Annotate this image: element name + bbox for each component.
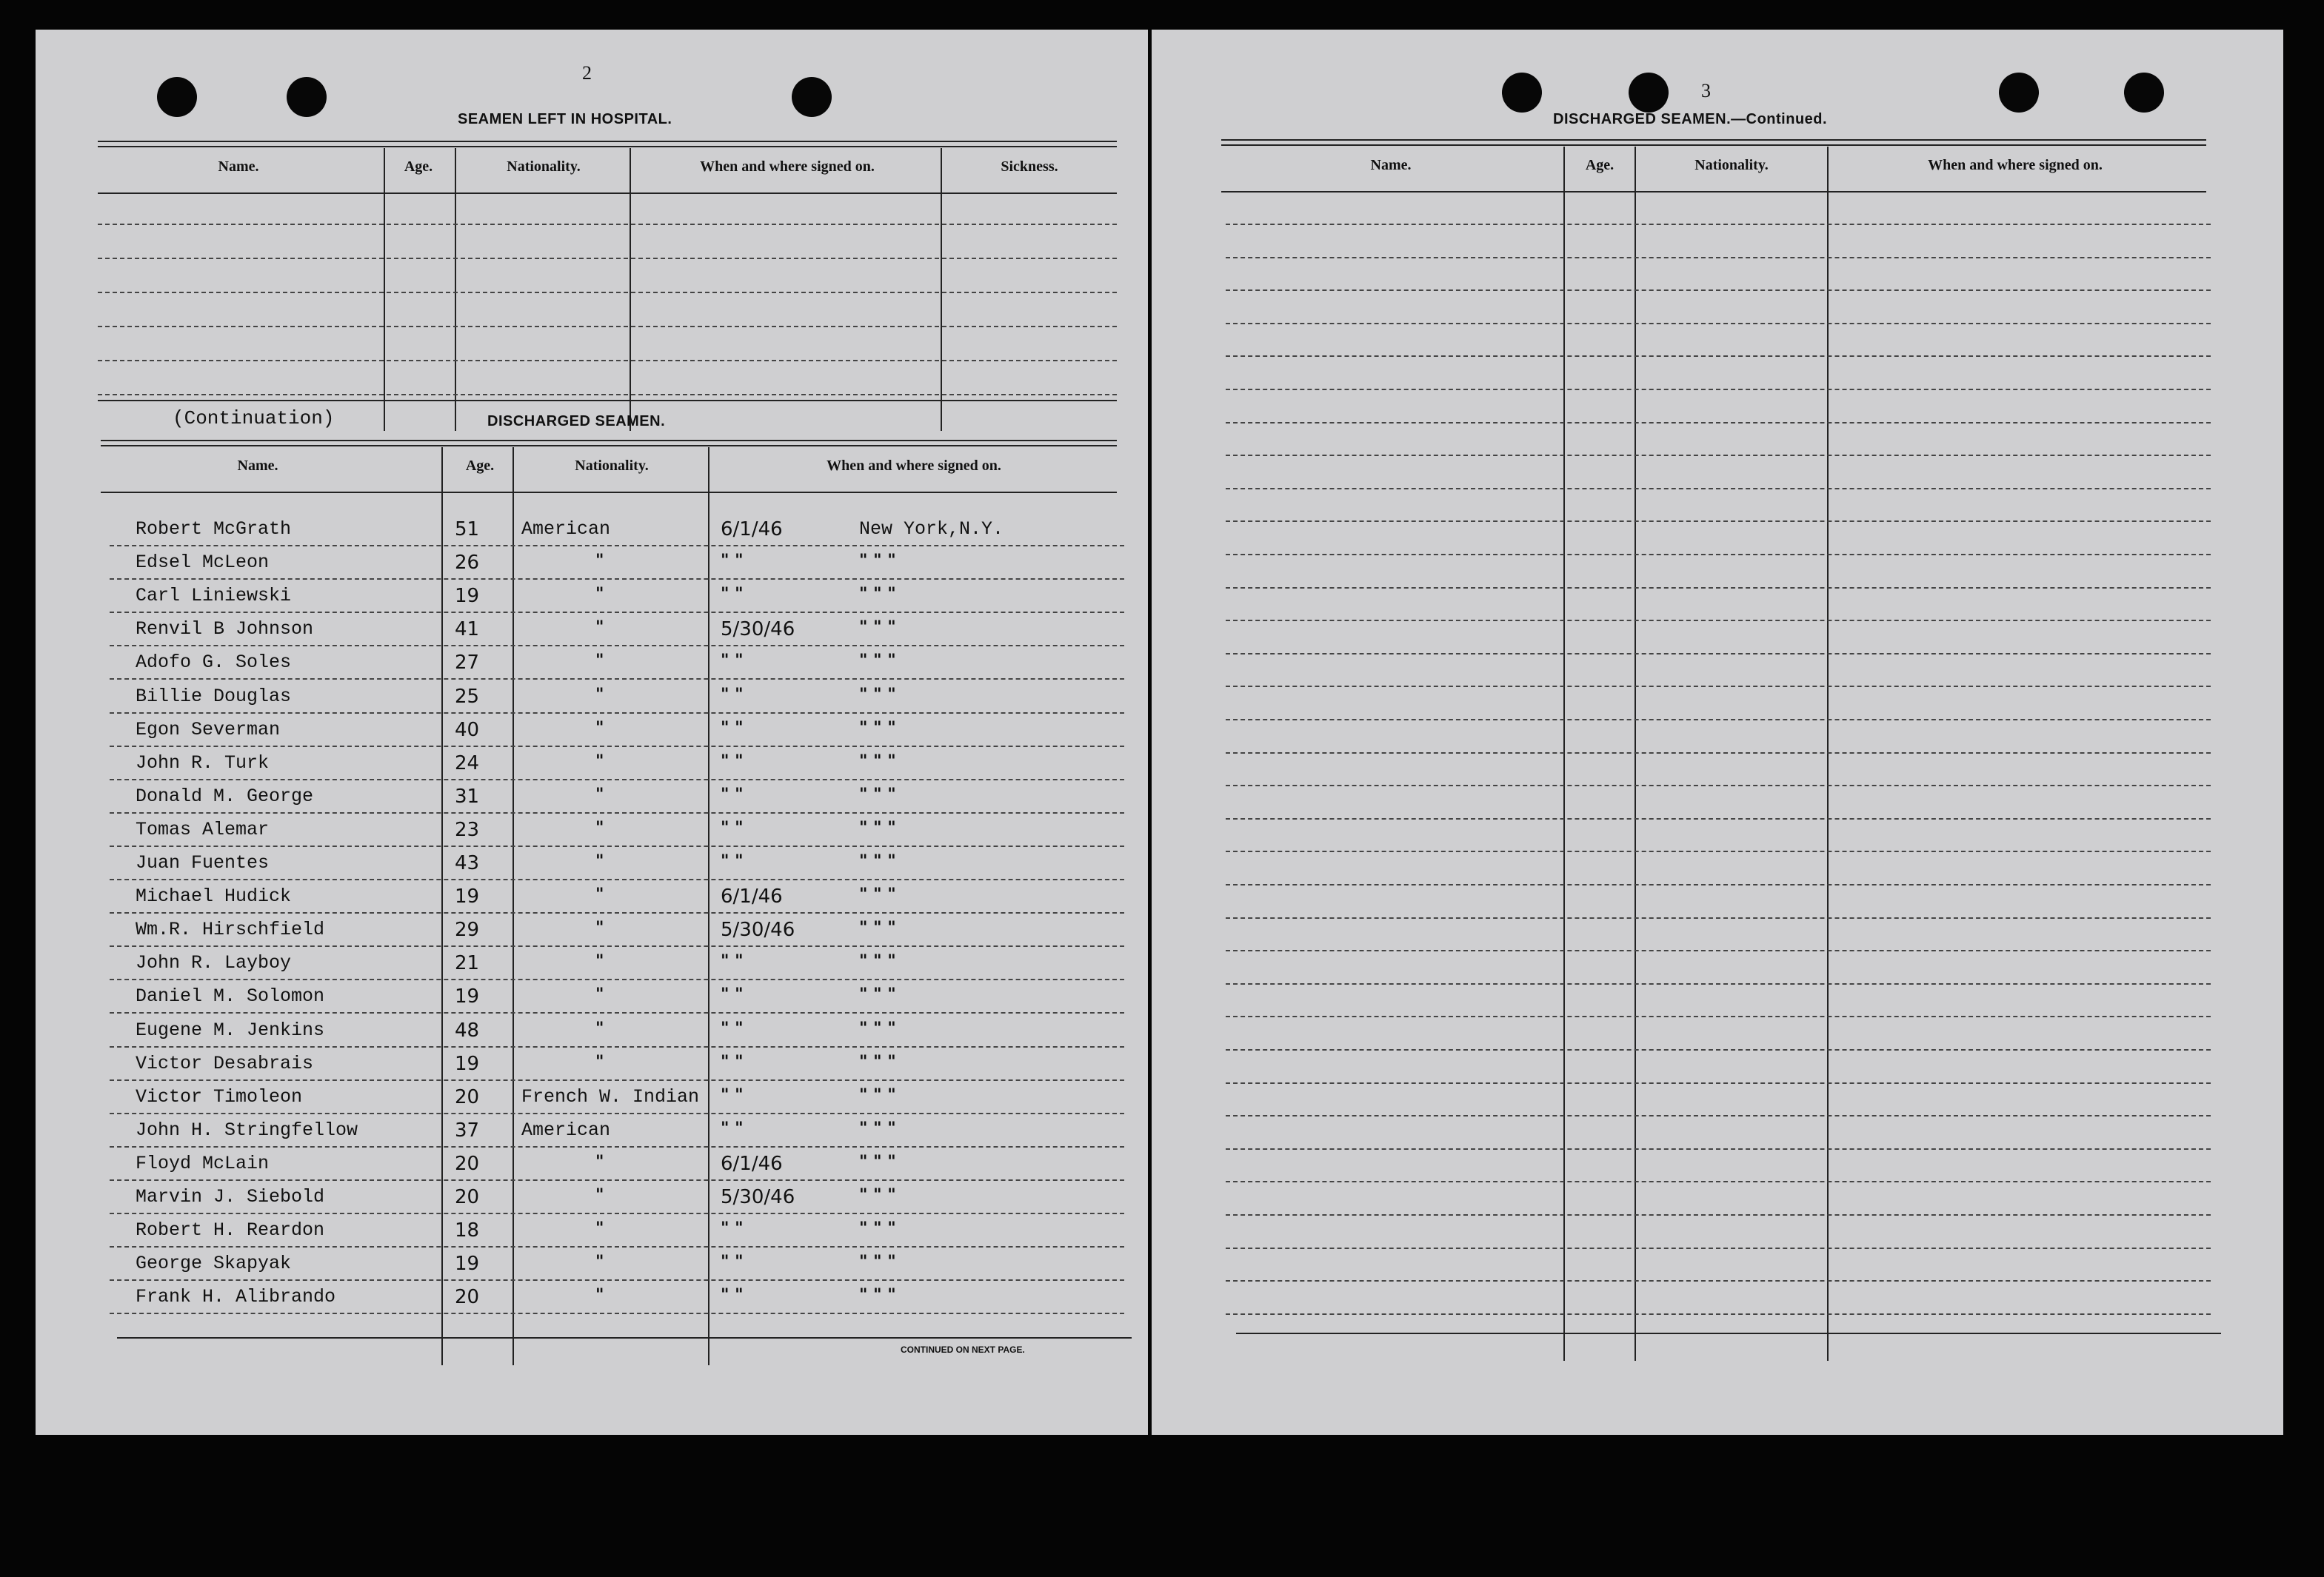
signed-on-date: " " — [721, 652, 744, 670]
rule-line — [1226, 653, 2211, 654]
rule-line — [110, 1246, 1124, 1248]
col-header-name: Name. — [218, 158, 259, 175]
seaman-age: 43 — [455, 852, 480, 874]
signed-on-date: 5/30/46 — [721, 618, 795, 640]
seaman-age: 41 — [455, 618, 480, 640]
col-header-name: Name. — [237, 458, 278, 474]
signed-on-date: " " — [721, 552, 744, 570]
rule-line — [98, 292, 1117, 293]
seaman-nationality: " — [595, 786, 604, 804]
seaman-nationality: American — [521, 518, 611, 540]
signed-on-date: " " — [721, 719, 744, 737]
punch-hole — [1999, 73, 2039, 113]
seaman-nationality: " — [595, 752, 604, 771]
seaman-age: 40 — [455, 719, 480, 741]
rule-line — [110, 1213, 1124, 1214]
punch-hole — [157, 77, 197, 117]
rule-line — [110, 879, 1124, 880]
hospital-section-title: SEAMEN LEFT IN HOSPITAL. — [458, 111, 672, 127]
seaman-nationality: " — [595, 552, 604, 570]
signed-on-date: " " — [721, 1086, 744, 1105]
seaman-name: Donald M. George — [136, 786, 314, 807]
rule-line — [110, 612, 1124, 613]
col-header-nationality: Nationality. — [507, 158, 581, 175]
rule-line — [110, 1279, 1124, 1281]
seaman-name: Renvil B Johnson — [136, 618, 314, 640]
rule-line — [1226, 389, 2211, 390]
rule-line — [110, 578, 1124, 580]
signed-on-place: " " " — [859, 752, 896, 771]
rule-line — [1226, 1181, 2211, 1182]
signed-on-date: 5/30/46 — [721, 919, 795, 941]
seaman-name: Marvin J. Siebold — [136, 1186, 325, 1208]
seaman-age: 20 — [455, 1153, 480, 1175]
rule-line — [1226, 1280, 2211, 1282]
seaman-age: 24 — [455, 752, 480, 774]
signed-on-place: " " " — [859, 1186, 896, 1205]
signed-on-date: " " — [721, 952, 744, 971]
signed-on-date: " " — [721, 752, 744, 771]
seaman-name: Robert H. Reardon — [136, 1219, 325, 1241]
seaman-age: 48 — [455, 1019, 480, 1042]
rule-line — [110, 1179, 1124, 1181]
seaman-nationality: " — [595, 1153, 604, 1171]
signed-on-place: " " " — [859, 1286, 896, 1305]
rule-line — [110, 746, 1124, 747]
seaman-name: Billie Douglas — [136, 686, 292, 707]
seaman-name: Floyd McLain — [136, 1153, 270, 1174]
signed-on-place: " " " — [859, 952, 896, 971]
rule-line — [1226, 224, 2211, 225]
signed-on-place: " " " — [859, 1219, 896, 1238]
rule-line — [1226, 917, 2211, 919]
punch-hole — [287, 77, 327, 117]
signed-on-date: 6/1/46 — [721, 518, 783, 540]
seaman-age: 19 — [455, 885, 480, 908]
signed-on-place: " " " — [859, 885, 896, 904]
rule-line — [1226, 620, 2211, 621]
col-header-signed-on: When and where signed on. — [1928, 157, 2103, 173]
col-header-name: Name. — [1370, 157, 1412, 173]
rule-line — [110, 712, 1124, 714]
rule-line — [1226, 983, 2211, 985]
col-header-age: Age. — [404, 158, 433, 175]
col-header-nationality: Nationality. — [1694, 157, 1769, 173]
seaman-name: John R. Turk — [136, 752, 270, 774]
signed-on-place: " " " — [859, 652, 896, 670]
signed-on-place: " " " — [859, 852, 896, 871]
rule-line — [1226, 884, 2211, 885]
seaman-nationality: " — [595, 618, 604, 637]
seaman-name: Victor Desabrais — [136, 1053, 314, 1074]
seaman-age: 27 — [455, 652, 480, 674]
rule-line — [1226, 752, 2211, 754]
rule-line — [1226, 422, 2211, 423]
seaman-name: Robert McGrath — [136, 518, 292, 540]
right-section-title: DISCHARGED SEAMEN.—Continued. — [1553, 111, 1828, 127]
rule-line — [1226, 323, 2211, 324]
seaman-name: Daniel M. Solomon — [136, 985, 325, 1007]
seaman-age: 29 — [455, 919, 480, 941]
signed-on-place: " " " — [859, 618, 896, 637]
seaman-nationality: " — [595, 652, 604, 670]
seaman-age: 26 — [455, 552, 480, 574]
col-header-nationality: Nationality. — [575, 458, 649, 474]
rule-line — [110, 779, 1124, 780]
rule-line — [110, 1012, 1124, 1014]
discharged-section-title: DISCHARGED SEAMEN. — [487, 413, 666, 429]
signed-on-date: 5/30/46 — [721, 1186, 795, 1208]
seaman-age: 23 — [455, 819, 480, 841]
signed-on-place: " " " — [859, 1019, 896, 1038]
rule-line — [1226, 719, 2211, 720]
signed-on-place: " " " — [859, 719, 896, 737]
col-header-age: Age. — [465, 458, 495, 474]
signed-on-place: " " " — [859, 552, 896, 570]
seaman-nationality: " — [595, 686, 604, 704]
punch-hole — [1629, 73, 1669, 113]
seaman-nationality: " — [595, 885, 604, 904]
seaman-nationality: " — [595, 852, 604, 871]
signed-on-place: " " " — [859, 1153, 896, 1171]
rule-line — [1226, 1115, 2211, 1116]
seaman-age: 20 — [455, 1086, 480, 1108]
rule-line — [1226, 1214, 2211, 1216]
signed-on-date: " " — [721, 1053, 744, 1071]
rule-line — [1226, 785, 2211, 786]
seaman-name: John H. Stringfellow — [136, 1119, 358, 1141]
seaman-name: Juan Fuentes — [136, 852, 270, 874]
rule-line — [1226, 1049, 2211, 1051]
seaman-nationality: " — [595, 1186, 604, 1205]
continuation-label: (Continuation) — [173, 407, 335, 429]
seaman-nationality: " — [595, 1053, 604, 1071]
rule-line — [1226, 355, 2211, 357]
rule-line — [98, 326, 1117, 327]
seaman-name: Egon Severman — [136, 719, 281, 740]
signed-on-date: 6/1/46 — [721, 885, 783, 908]
signed-on-date: " " — [721, 1219, 744, 1238]
rule-line — [1226, 1082, 2211, 1084]
page-number: 2 — [582, 62, 592, 84]
col-header-signed-on: When and where signed on. — [827, 458, 1001, 474]
rule-line — [1226, 1313, 2211, 1315]
rule-line — [98, 258, 1117, 259]
signed-on-place: " " " — [859, 919, 896, 937]
rule-line — [1226, 520, 2211, 522]
seaman-name: Adofo G. Soles — [136, 652, 292, 673]
rule-line — [110, 678, 1124, 680]
rule-line — [1226, 1148, 2211, 1150]
signed-on-date: " " — [721, 1119, 744, 1138]
rule-line — [110, 812, 1124, 814]
rule-line — [1226, 818, 2211, 820]
seaman-age: 19 — [455, 985, 480, 1008]
seaman-name: Victor Timoleon — [136, 1086, 303, 1108]
seaman-age: 19 — [455, 1253, 480, 1275]
seaman-nationality: " — [595, 985, 604, 1004]
rule-line — [110, 1146, 1124, 1148]
seaman-nationality: " — [595, 719, 604, 737]
seaman-age: 31 — [455, 786, 480, 808]
seaman-name: Frank H. Alibrando — [136, 1286, 336, 1308]
seaman-name: Carl Liniewski — [136, 585, 292, 606]
signed-on-date: " " — [721, 686, 744, 704]
signed-on-place: " " " — [859, 686, 896, 704]
rule-line — [110, 945, 1124, 947]
signed-on-place: New York,N.Y. — [859, 518, 1004, 540]
seaman-name: John R. Layboy — [136, 952, 292, 974]
seaman-age: 19 — [455, 1053, 480, 1075]
rule-line — [110, 545, 1124, 546]
col-header-signed-on: When and where signed on. — [700, 158, 875, 175]
seaman-age: 20 — [455, 1186, 480, 1208]
signed-on-place: " " " — [859, 585, 896, 603]
signed-on-date: " " — [721, 1286, 744, 1305]
rule-line — [110, 846, 1124, 847]
rule-line — [1226, 851, 2211, 852]
seaman-age: 18 — [455, 1219, 480, 1242]
seaman-nationality: " — [595, 585, 604, 603]
rule-line — [98, 360, 1117, 361]
seaman-name: George Skapyak — [136, 1253, 292, 1274]
signed-on-date: " " — [721, 1019, 744, 1038]
rule-line — [1226, 257, 2211, 258]
signed-on-place: " " " — [859, 985, 896, 1004]
seaman-age: 19 — [455, 585, 480, 607]
signed-on-date: " " — [721, 1253, 744, 1271]
rule-line — [1226, 1248, 2211, 1249]
signed-on-place: " " " — [859, 819, 896, 837]
punch-hole — [1502, 73, 1542, 113]
signed-on-place: " " " — [859, 1086, 896, 1105]
rule-line — [1226, 686, 2211, 687]
rule-line — [1226, 1016, 2211, 1017]
seaman-age: 51 — [455, 518, 480, 540]
signed-on-date: 6/1/46 — [721, 1153, 783, 1175]
rule-line — [110, 1079, 1124, 1081]
punch-hole — [792, 77, 832, 117]
rule-line — [110, 979, 1124, 980]
signed-on-place: " " " — [859, 1253, 896, 1271]
rule-line — [1226, 950, 2211, 951]
seaman-age: 21 — [455, 952, 480, 974]
page-number: 3 — [1701, 80, 1711, 101]
rule-line — [110, 912, 1124, 914]
seaman-nationality: " — [595, 952, 604, 971]
signed-on-date: " " — [721, 819, 744, 837]
seaman-nationality: " — [595, 1286, 604, 1305]
seaman-nationality: " — [595, 1019, 604, 1038]
right-page — [1152, 30, 2283, 1435]
signed-on-date: " " — [721, 585, 744, 603]
rule-line — [1226, 587, 2211, 589]
seaman-nationality: " — [595, 819, 604, 837]
seaman-age: 20 — [455, 1286, 480, 1308]
signed-on-place: " " " — [859, 1053, 896, 1071]
punch-hole — [2124, 73, 2164, 113]
signed-on-place: " " " — [859, 786, 896, 804]
seaman-name: Wm.R. Hirschfield — [136, 919, 325, 940]
seaman-name: Eugene M. Jenkins — [136, 1019, 325, 1041]
left-page — [36, 30, 1148, 1435]
continued-note: CONTINUED ON NEXT PAGE. — [901, 1345, 1025, 1355]
rule-line — [1226, 488, 2211, 489]
signed-on-date: " " — [721, 985, 744, 1004]
rule-line — [1226, 455, 2211, 456]
rule-line — [98, 394, 1117, 395]
rule-line — [110, 645, 1124, 646]
seaman-nationality: " — [595, 1253, 604, 1271]
rule-line — [1226, 289, 2211, 291]
signed-on-place: " " " — [859, 1119, 896, 1138]
seaman-name: Michael Hudick — [136, 885, 292, 907]
rule-line — [1226, 554, 2211, 555]
seaman-name: Edsel McLeon — [136, 552, 270, 573]
signed-on-date: " " — [721, 786, 744, 804]
rule-line — [110, 1313, 1124, 1314]
rule-line — [110, 1046, 1124, 1048]
seaman-nationality: French W. Indian — [521, 1086, 700, 1108]
col-header-sickness: Sickness. — [1001, 158, 1058, 175]
rule-line — [110, 1113, 1124, 1114]
signed-on-date: " " — [721, 852, 744, 871]
seaman-name: Tomas Alemar — [136, 819, 270, 840]
seaman-nationality: American — [521, 1119, 611, 1141]
col-header-age: Age. — [1585, 157, 1615, 173]
seaman-nationality: " — [595, 919, 604, 937]
rule-line — [98, 224, 1117, 225]
seaman-age: 25 — [455, 686, 480, 708]
seaman-age: 37 — [455, 1119, 480, 1142]
seaman-nationality: " — [595, 1219, 604, 1238]
